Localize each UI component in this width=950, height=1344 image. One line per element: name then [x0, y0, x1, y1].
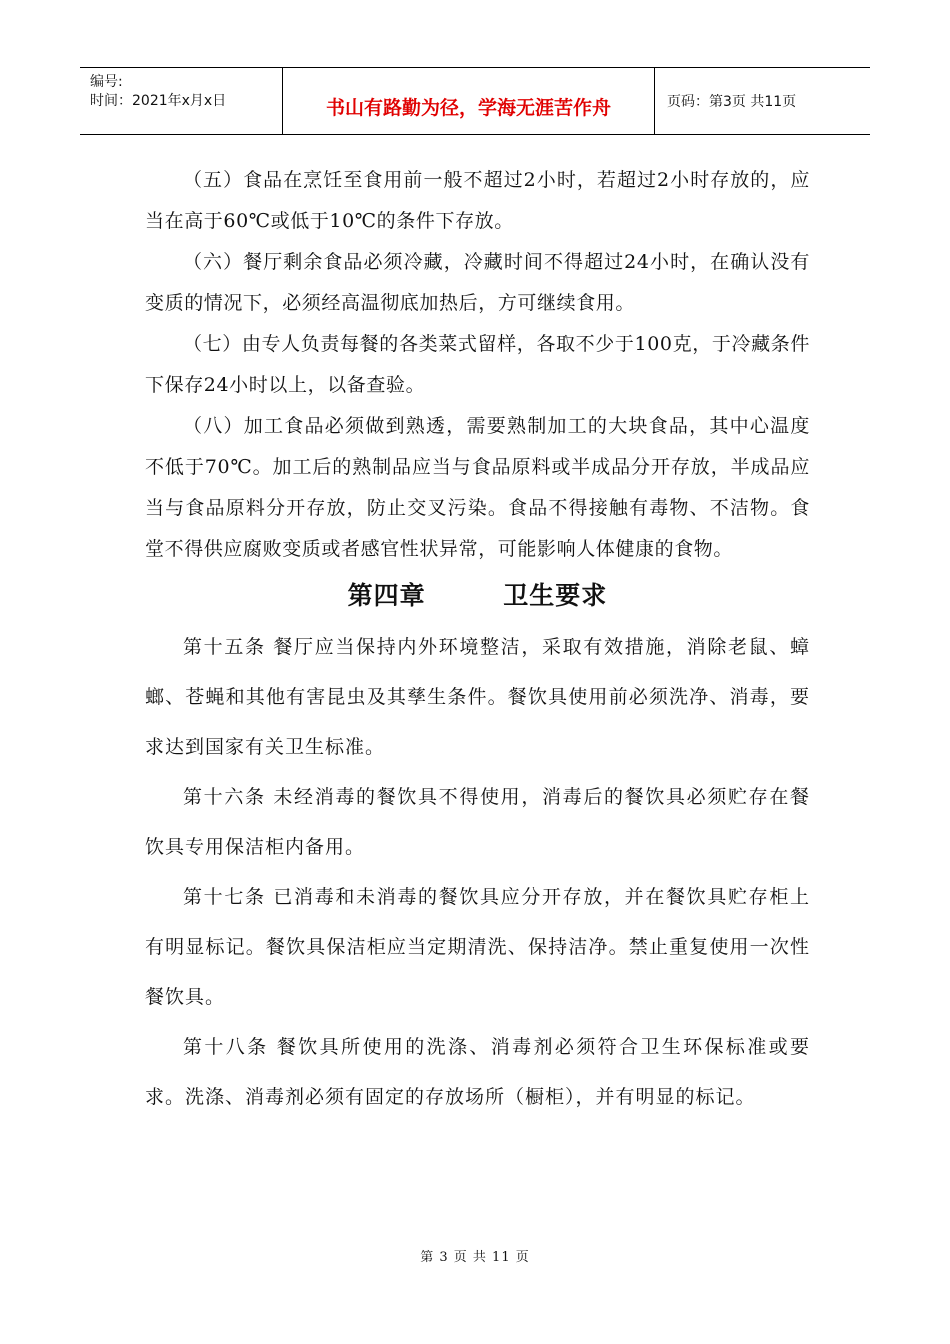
page-info-text: 页码：第3页 共11页 — [667, 94, 797, 110]
header-page-info — [655, 68, 870, 134]
article-16: 第十六条 未经消毒的餐饮具不得使用，消毒后的餐饮具必须贮存在餐饮具专用保洁柜内备用。 — [145, 786, 810, 858]
article-15: 第十五条 餐厅应当保持内外环境整洁，采取有效措施，消除老鼠、蟑螂、苍蝇和其他有害昆虫及其孳生条件。餐饮具使用前必须洗净、消毒，要求达到国家有关卫生标准。 — [145, 636, 810, 758]
document-date: 时间：2021年x月x日 — [90, 93, 227, 109]
header-meta — [80, 68, 283, 134]
paragraph-8: （八）加工食品必须做到熟透，需要熟制加工的大块食品，其中心温度不低于70℃。加工后的熟制品应当与食品原料或半成品分开存放，半成品应当与食品原料分开存放，防止交叉污染。食品不得接触有毒物、不洁物。食堂不得供应腐败变质或者感官性状异常，可能影响人体健康的食物。 — [145, 415, 810, 560]
chapter-title: 第四章 卫生要求 — [347, 581, 608, 610]
page-footer: 第 3 页 共 11 页 — [420, 1250, 530, 1265]
header-motto — [283, 68, 655, 134]
paragraph-6: （六）餐厅剩余食品必须冷藏，冷藏时间不得超过24小时，在确认没有变质的情况下，必须经高温彻底加热后，方可继续食用。 — [145, 251, 810, 314]
article-18: 第十八条 餐饮具所使用的洗涤、消毒剂必须符合卫生环保标准或要求。洗涤、消毒剂必须有固定的存放场所（橱柜），并有明显的标记。 — [145, 1036, 810, 1108]
article-17: 第十七条 已消毒和未消毒的餐饮具应分开存放，并在餐饮具贮存柜上有明显标记。餐饮具保洁柜应当定期清洗、保持洁净。禁止重复使用一次性餐饮具。 — [145, 886, 810, 1008]
document-body — [145, 160, 810, 1122]
paragraph-7: （七）由专人负责每餐的各类菜式留样，各取不少于100克，于冷藏条件下保存24小时以上，以备查验。 — [145, 333, 810, 396]
page-header — [80, 67, 870, 135]
motto-text: 书山有路勤为径，学海无涯苦作舟 — [325, 96, 611, 119]
paragraph-5: （五）食品在烹饪至食用前一般不超过2小时，若超过2小时存放的，应当在高于60℃或低于10℃的条件下存放。 — [145, 169, 810, 232]
document-number-label: 编号: — [90, 74, 123, 90]
